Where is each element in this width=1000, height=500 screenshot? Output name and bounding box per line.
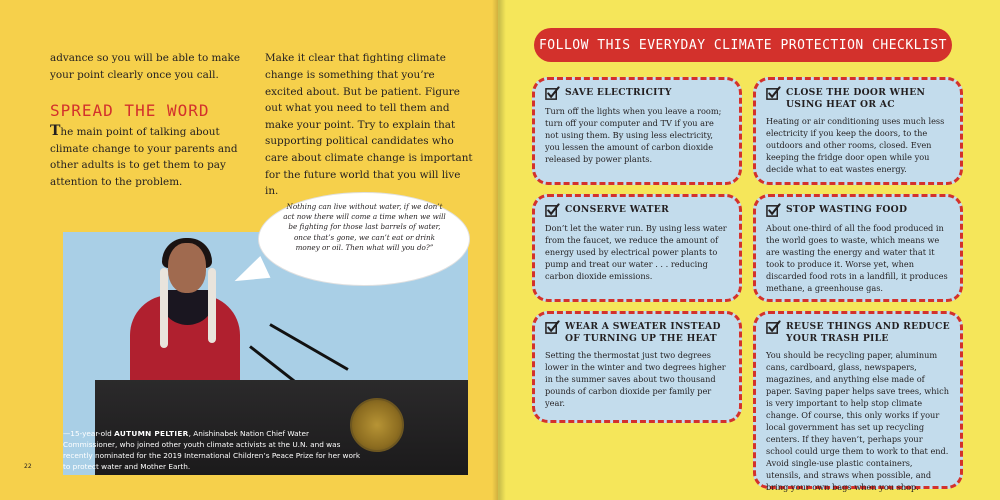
- checkbox-check-icon: [766, 86, 781, 101]
- card-title: SAVE ELECTRICITY: [565, 87, 672, 98]
- checklist-card-conserve-water: [532, 194, 742, 302]
- card-body: About one-third of all the food produced in the world goes to waste, which means we are wasting the energy and water that it took to produce it. Worse yet, when discarded food rots in a landfill, it produces methane, a greenhouse gas.: [766, 223, 948, 293]
- card-body: Heating or air conditioning uses much less electricity if you keep the doors, to the outdoors and other rooms, closed. Even keeping the fridge door open while you decide what to eat wastes energy.: [766, 116, 945, 174]
- quote-text: Nothing can live without water, if we don’t act now there will come a time when we will be fighting for those last barrels of water, once that’s gone, we can’t eat or drink money or oil. Then what will you do?”: [283, 202, 446, 252]
- card-title: WEAR A SWEATER INSTEAD OF TURNING UP THE HEAT: [565, 321, 721, 344]
- checklist-banner: [534, 28, 952, 62]
- caption-name: AUTUMN PELTIER: [114, 429, 189, 438]
- card-body: Don’t let the water run. By using less water from the faucet, we reduce the amount of energy used by electrical power plants to pump and treat our water . . . reducing carbon dioxide emissions.: [545, 223, 727, 281]
- card-body: Setting the thermostat just two degrees lower in the winter and two degrees higher in the summer saves about two thousand pounds of carbon dioxide per family per year.: [545, 350, 726, 408]
- photo-caption: [63, 428, 363, 472]
- card-body: You should be recycling paper, aluminum cans, cardboard, glass, newspapers, magazines, and anything else made of paper. Saving paper helps save trees, which is very important to help stop climate change. Of course, this only works if your local government has set up recycling centers. If they haven’t, perhaps your school could urge them to work to that end. Avoid single-use plastic containers, utensils, and straws when possible, and bring your own bags when you shop.: [766, 350, 950, 492]
- column-2-paragraph: Make it clear that fighting climate change is something that you’re excited about. But be patient. Figure out what you need to tell them and make your point. Try to explain that supporting political candidates who care about climate change is important for the future world that you will live in.: [265, 52, 473, 198]
- speaker-braid-right: [208, 268, 216, 343]
- column-1-intro: advance so you will be able to make your point clearly once you call.: [50, 52, 241, 81]
- checkbox-check-icon: [545, 86, 560, 101]
- checkbox-check-icon: [766, 320, 781, 335]
- checkbox-check-icon: [766, 203, 781, 218]
- section-heading: SPREAD THE WORD: [50, 101, 210, 121]
- checklist-card-close-door: [753, 77, 963, 185]
- checklist-card-reuse-things: [753, 311, 963, 492]
- column-1-paragraph: [50, 123, 258, 190]
- checklist-card-wear-sweater: [532, 311, 742, 423]
- card-title: STOP WASTING FOOD: [786, 204, 908, 215]
- checkbox-check-icon: [545, 320, 560, 335]
- speaker-face: [168, 243, 206, 293]
- card-body: Turn off the lights when you leave a room; turn off your computer and TV if you are not using them. By using less electricity, you lessen the amount of carbon dioxide released by power plants.: [545, 106, 722, 164]
- book-gutter: [492, 0, 506, 500]
- page-number: 22: [24, 463, 32, 470]
- speaker-braid-left: [160, 268, 168, 348]
- checklist-card-stop-wasting-food: [753, 194, 963, 302]
- card-title: REUSE THINGS AND REDUCE YOUR TRASH PILE: [786, 321, 950, 344]
- card-title: CONSERVE WATER: [565, 204, 670, 215]
- column-1-paragraph-text: he main point of talking about climate change to your parents and other adults is to get them to pay attention to the problem.: [50, 126, 238, 188]
- checkbox-check-icon: [545, 203, 560, 218]
- caption-rest: , Anishinabek Nation Chief Water Commissioner, who joined other youth climate activists at the U.N. and was recently nominated for the 2019 International Children’s Peace Prize for her work to protect water and Mother Earth.: [63, 429, 361, 471]
- caption-prefix: —15-year-old: [63, 429, 115, 438]
- card-title: CLOSE THE DOOR WHEN USING HEAT OR AC: [786, 87, 926, 110]
- drop-cap: T: [50, 123, 61, 139]
- checklist-card-save-electricity: [532, 77, 742, 185]
- checklist-banner-title: FOLLOW THIS EVERYDAY CLIMATE PROTECTION CHECKLIST: [538, 37, 947, 53]
